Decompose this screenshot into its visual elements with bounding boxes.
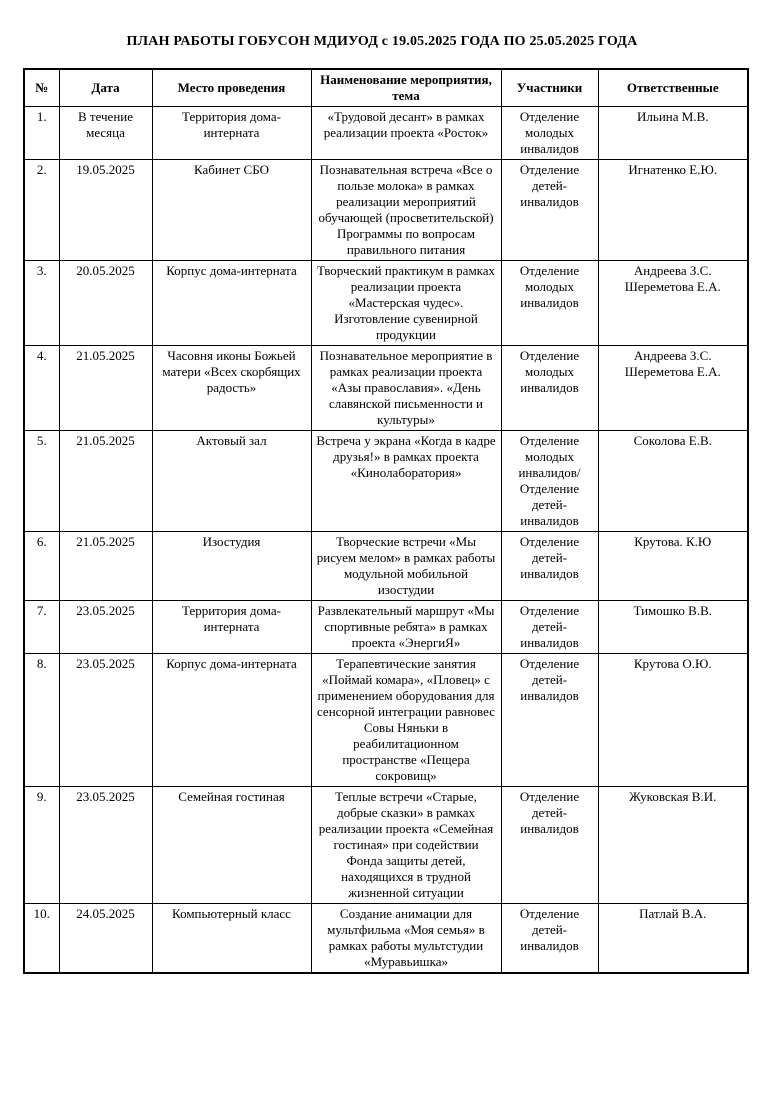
table-row bbox=[24, 904, 748, 974]
page-title: ПЛАН РАБОТЫ ГОБУСОН МДИУОД с 19.05.2025 ГОДА ПО 25.05.2025 ГОДА bbox=[126, 34, 638, 49]
cell-responsible: Тимошко В.В. bbox=[598, 601, 748, 654]
cell-event: Познавательное мероприятие в рамках реализации проекта «Азы православия». «День славянской письменности и культуры» bbox=[311, 346, 501, 431]
plan-table-body bbox=[24, 107, 748, 974]
header-cell-date: Дата bbox=[59, 69, 152, 107]
cell-number: 4. bbox=[24, 346, 59, 431]
cell-event: Творческие встречи «Мы рисуем мелом» в рамках работы модульной мобильной изостудии bbox=[311, 532, 501, 601]
header-cell-responsible: Ответственные bbox=[598, 69, 748, 107]
cell-number: 2. bbox=[24, 160, 59, 261]
table-row bbox=[24, 431, 748, 532]
header-cell-event: Наименование мероприятия, тема bbox=[311, 69, 501, 107]
table-row bbox=[24, 787, 748, 904]
cell-responsible: Андреева З.С. Шереметова Е.А. bbox=[598, 346, 748, 431]
cell-number: 3. bbox=[24, 261, 59, 346]
cell-participants: Отделение детей-инвалидов bbox=[501, 160, 598, 261]
cell-date: 19.05.2025 bbox=[59, 160, 152, 261]
cell-participants: Отделение детей-инвалидов bbox=[501, 601, 598, 654]
cell-date: В течение месяца bbox=[59, 107, 152, 160]
cell-place: Корпус дома-интерната bbox=[152, 261, 311, 346]
cell-number: 8. bbox=[24, 654, 59, 787]
table-row bbox=[24, 532, 748, 601]
cell-number: 1. bbox=[24, 107, 59, 160]
cell-place: Компьютерный класс bbox=[152, 904, 311, 974]
cell-event: Терапевтические занятия «Поймай комара», «Пловец» с применением оборудования для сенсорной интеграции равновес Совы Няньки в реабилитационном пространстве «Пещера сокровищ» bbox=[311, 654, 501, 787]
cell-participants: Отделение детей-инвалидов bbox=[501, 654, 598, 787]
table-row bbox=[24, 601, 748, 654]
cell-event: Познавательная встреча «Все о пользе молока» в рамках реализации мероприятий обучающей (просветительской) Программы по вопросам правильного питания bbox=[311, 160, 501, 261]
plan-table bbox=[23, 68, 749, 974]
cell-responsible: Крутова. К.Ю bbox=[598, 532, 748, 601]
cell-participants: Отделение детей-инвалидов bbox=[501, 904, 598, 974]
header-cell-number: № bbox=[24, 69, 59, 107]
cell-place: Кабинет СБО bbox=[152, 160, 311, 261]
cell-responsible: Жуковская В.И. bbox=[598, 787, 748, 904]
cell-participants: Отделение молодых инвалидов bbox=[501, 261, 598, 346]
cell-responsible: Крутова О.Ю. bbox=[598, 654, 748, 787]
cell-date: 20.05.2025 bbox=[59, 261, 152, 346]
table-row bbox=[24, 261, 748, 346]
cell-place: Территория дома-интерната bbox=[152, 601, 311, 654]
cell-event: «Трудовой десант» в рамках реализации проекта «Росток» bbox=[311, 107, 501, 160]
cell-place: Актовый зал bbox=[152, 431, 311, 532]
cell-date: 21.05.2025 bbox=[59, 431, 152, 532]
cell-participants: Отделение молодых инвалидов bbox=[501, 346, 598, 431]
table-row bbox=[24, 346, 748, 431]
cell-number: 10. bbox=[24, 904, 59, 974]
cell-responsible: Ильина М.В. bbox=[598, 107, 748, 160]
cell-date: 23.05.2025 bbox=[59, 787, 152, 904]
table-row bbox=[24, 654, 748, 787]
header-row bbox=[24, 69, 748, 107]
cell-place: Территория дома-интерната bbox=[152, 107, 311, 160]
cell-place: Часовня иконы Божьей матери «Всех скорбящих радость» bbox=[152, 346, 311, 431]
cell-date: 21.05.2025 bbox=[59, 532, 152, 601]
cell-event: Творческий практикум в рамках реализации проекта «Мастерская чудес». Изготовление сувенирной продукции bbox=[311, 261, 501, 346]
cell-number: 7. bbox=[24, 601, 59, 654]
table-row bbox=[24, 107, 748, 160]
header-cell-place: Место проведения bbox=[152, 69, 311, 107]
cell-participants: Отделение молодых инвалидов bbox=[501, 107, 598, 160]
cell-date: 23.05.2025 bbox=[59, 601, 152, 654]
cell-participants: Отделение молодых инвалидов/ Отделение детей-инвалидов bbox=[501, 431, 598, 532]
cell-responsible: Соколова Е.В. bbox=[598, 431, 748, 532]
cell-event: Создание анимации для мультфильма «Моя семья» в рамках работы мультстудии «Муравьишка» bbox=[311, 904, 501, 974]
cell-number: 5. bbox=[24, 431, 59, 532]
cell-date: 23.05.2025 bbox=[59, 654, 152, 787]
cell-place: Изостудия bbox=[152, 532, 311, 601]
cell-number: 6. bbox=[24, 532, 59, 601]
cell-participants: Отделение детей-инвалидов bbox=[501, 532, 598, 601]
cell-place: Семейная гостиная bbox=[152, 787, 311, 904]
header-cell-participants: Участники bbox=[501, 69, 598, 107]
cell-participants: Отделение детей-инвалидов bbox=[501, 787, 598, 904]
cell-date: 21.05.2025 bbox=[59, 346, 152, 431]
cell-responsible: Патлай В.А. bbox=[598, 904, 748, 974]
cell-responsible: Игнатенко Е.Ю. bbox=[598, 160, 748, 261]
cell-responsible: Андреева З.С. Шереметова Е.А. bbox=[598, 261, 748, 346]
cell-event: Встреча у экрана «Когда в кадре друзья!» в рамках проекта «Кинолаборатория» bbox=[311, 431, 501, 532]
cell-place: Корпус дома-интерната bbox=[152, 654, 311, 787]
plan-table-header bbox=[24, 69, 748, 107]
cell-number: 9. bbox=[24, 787, 59, 904]
cell-event: Развлекательный маршрут «Мы спортивные ребята» в рамках проекта «ЭнергиЯ» bbox=[311, 601, 501, 654]
cell-date: 24.05.2025 bbox=[59, 904, 152, 974]
table-row bbox=[24, 160, 748, 261]
cell-event: Теплые встречи «Старые, добрые сказки» в рамках реализации проекта «Семейная гостиная» при содействии Фонда защиты детей, находящихся в трудной жизненной ситуации bbox=[311, 787, 501, 904]
